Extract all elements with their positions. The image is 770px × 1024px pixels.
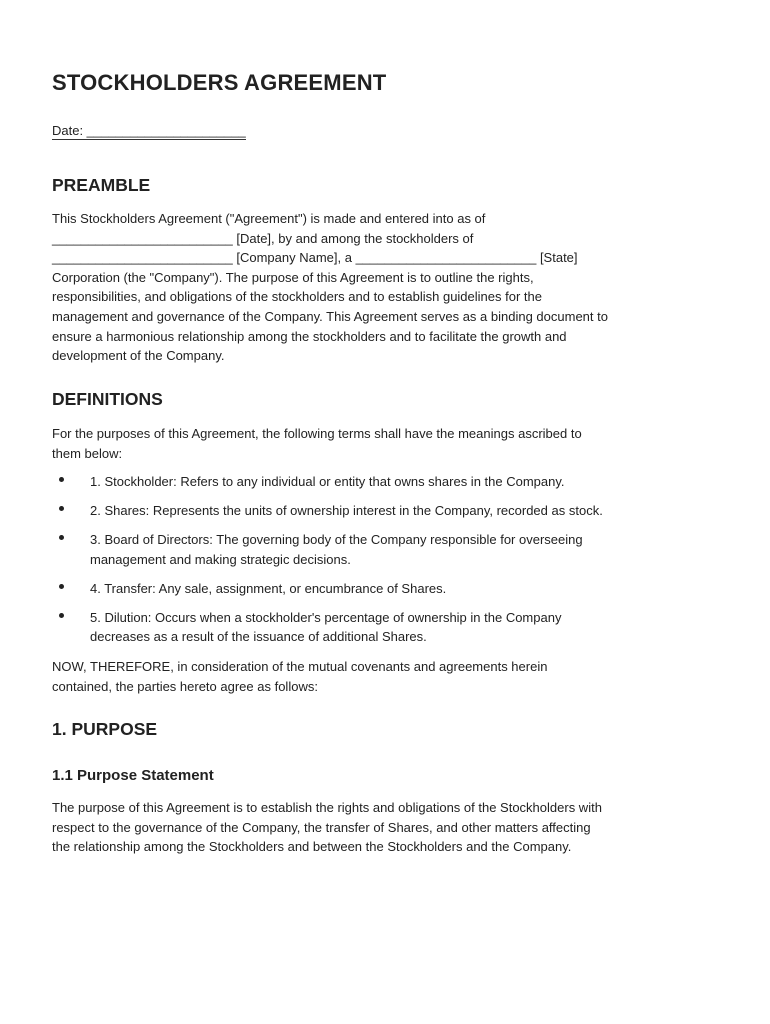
definitions-intro-line: For the purposes of this Agreement, the following terms shall have the meanings ascribed to <box>52 426 582 441</box>
definition-text: 3. Board of Directors: The governing body of the Company responsible for overseeing <box>90 531 583 547</box>
purpose-line: The purpose of this Agreement is to establish the rights and obligations of the Stockholders with <box>52 800 602 815</box>
closing-line: contained, the parties hereto agree as follows: <box>52 678 318 694</box>
definition-text: management and making strategic decisions. <box>90 551 351 567</box>
bullet-icon <box>59 535 64 540</box>
definitions-closing <box>52 657 547 696</box>
purpose-heading: 1. PURPOSE <box>52 719 158 739</box>
definition-item <box>52 472 722 492</box>
bullet-icon <box>59 613 64 618</box>
definition-text: 4. Transfer: Any sale, assignment, or encumbrance of Shares. <box>90 580 447 596</box>
preamble-line: ensure a harmonious relationship among the stockholders and to facilitate the growth and <box>52 328 567 344</box>
preamble-line: This Stockholders Agreement ("Agreement") is made and entered into as of <box>52 211 486 226</box>
definitions-intro <box>52 424 582 463</box>
preamble-paragraph <box>52 209 608 366</box>
bullet-icon <box>59 584 64 589</box>
definition-item <box>52 501 722 521</box>
preamble-line: development of the Company. <box>52 348 225 364</box>
closing-line: NOW, THEREFORE, in consideration of the mutual covenants and agreements herein <box>52 659 548 674</box>
purpose-paragraph <box>52 798 602 857</box>
definition-item <box>52 579 722 599</box>
definition-text: decreases as a result of the issuance of additional Shares. <box>90 629 427 645</box>
date-field: Date: ______________________ <box>52 123 246 138</box>
purpose-line: respect to the governance of the Company, the transfer of Shares, and other matters affecting <box>52 819 591 835</box>
definitions-heading: DEFINITIONS <box>52 389 163 409</box>
document-title: STOCKHOLDERS AGREEMENT <box>52 70 387 95</box>
preamble-line: _________________________ [Date], by and among the stockholders of <box>52 230 474 246</box>
preamble-line: responsibilities, and obligations of the stockholders and to establish guidelines for the <box>52 289 542 305</box>
definition-item <box>52 608 722 647</box>
definitions-list <box>52 472 722 656</box>
definitions-intro-line: them below: <box>52 445 123 461</box>
preamble-line: management and governance of the Company. This Agreement serves as a binding document to <box>52 308 608 324</box>
bullet-icon <box>59 506 64 511</box>
definition-text: 1. Stockholder: Refers to any individual or entity that owns shares in the Company. <box>90 474 565 489</box>
definition-text: 2. Shares: Represents the units of ownership interest in the Company, recorded as stock. <box>90 502 603 518</box>
preamble-heading: PREAMBLE <box>52 175 151 195</box>
preamble-line: Corporation (the "Company"). The purpose of this Agreement is to outline the rights, <box>52 269 534 285</box>
bullet-icon <box>59 477 64 482</box>
purpose-subheading: 1.1 Purpose Statement <box>52 767 214 784</box>
preamble-line: _________________________ [Company Name], a _________________________ [State] <box>52 250 578 266</box>
purpose-line: the relationship among the Stockholders and between the Stockholders and the Company. <box>52 839 572 855</box>
definition-text: 5. Dilution: Occurs when a stockholder's percentage of ownership in the Company <box>90 609 562 625</box>
definition-item <box>52 530 722 569</box>
